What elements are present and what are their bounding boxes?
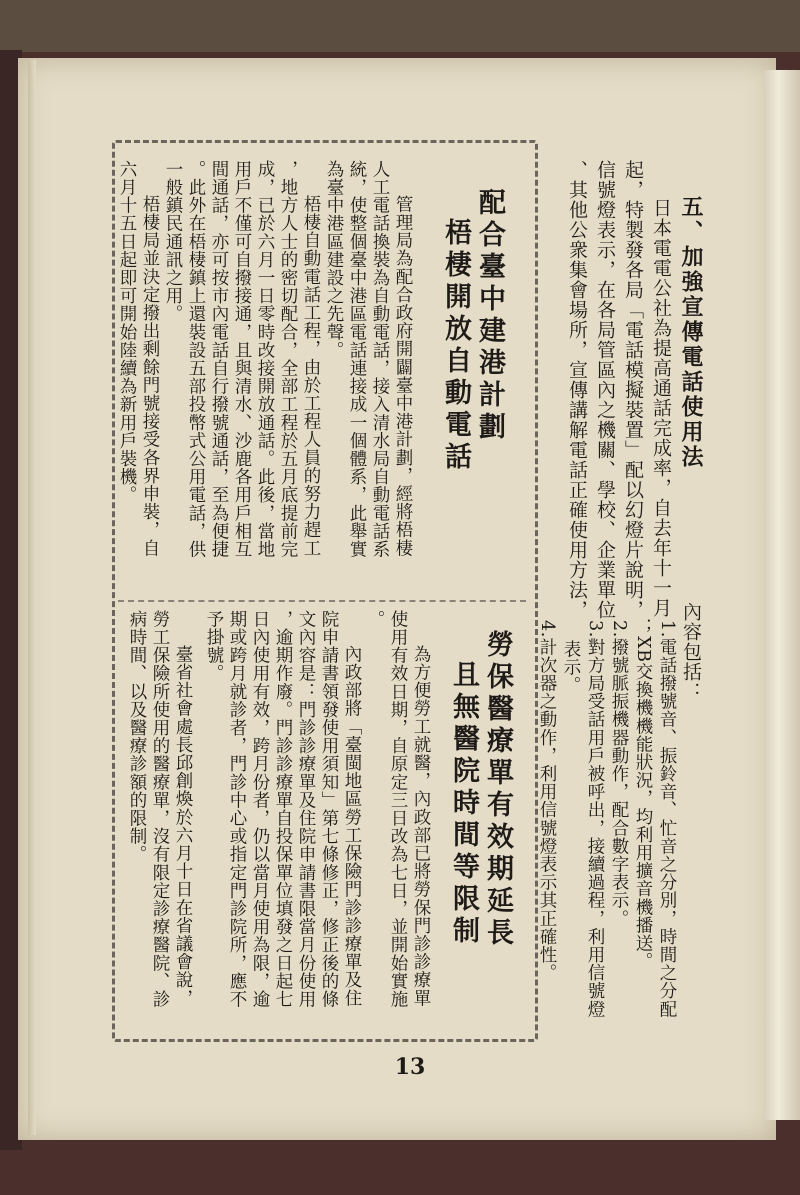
bottom-body-7: ，逾期作廢。門診診療單自投保單位填發之日起七: [273, 610, 293, 1009]
page-gutter: [28, 60, 36, 1135]
bottom-body-2: 使用有效日期，自原定三日改為七日，並開始實施: [388, 610, 408, 1009]
bottom-body-12: 勞工保險所使用的醫療單，沒有限定診療醫院、診: [150, 610, 170, 1009]
bottom-body-6: 文內容是：門診診療單及住院申請書限當月份使用: [296, 610, 316, 1009]
top-body-9: 間通話，亦可按市內電話自行撥號通話，至為便捷: [209, 160, 229, 559]
bottom-body-11: 臺省社會處長邱創煥於六月十日在省議會說，: [173, 645, 193, 1007]
bottom-body-10: 予掛號。: [204, 610, 224, 683]
top-body-4: 為臺中港區建設之先聲。: [324, 160, 344, 360]
bottom-article-title-2: 且無醫院時間等限制: [448, 660, 479, 948]
bottom-body-9: 期或跨月就診者，門診中心或指定門診院所，應不: [227, 610, 247, 1009]
bottom-body-1: 為方便勞工就醫，內政部已將勞保門診診療單: [411, 645, 431, 1007]
right-body-line-3: 信號燈表示，在各局管區內之機關、學校、企業單位: [594, 160, 616, 620]
top-body-11: 一般鎮民通訊之用。: [163, 160, 183, 323]
right-item-4: 4.計次器之動作，利用信號燈表示其正確性。: [537, 620, 557, 982]
right-item-3b: 表示。: [561, 640, 581, 695]
right-article-title: 五、加強宣傳電話使用法: [678, 195, 704, 470]
top-body-12: 梧棲局並決定撥出剩餘門號接受各界申裝，自: [140, 195, 160, 557]
right-item-2: 2.撥號脈振機器動作，配合數字表示。: [609, 620, 629, 928]
right-body-line-4: 、其他公衆集會場所，宣傳講解電話正確使用方法，: [566, 160, 588, 620]
right-item-3: 3.對方局受話用戶被呼出，接續過程，利用信號燈: [585, 620, 605, 1018]
right-item-1b: ；XB交換機機能狀況，均利用擴音機播送。: [633, 618, 653, 971]
right-item-1: 1.電話撥號音、振鈴音、忙音之分別，時間之分配: [657, 620, 677, 1018]
right-body-line-2: 起，特製發各局「電話模擬裝置」配以幻燈片說明，: [622, 160, 644, 620]
right-body-line-1: 日本電電公社為提高通話完成率，自去年十一月: [650, 198, 672, 618]
top-body-7: 成，已於六月一日零時改接開放通話。此後，當地: [255, 160, 275, 559]
bottom-body-13: 病時間、以及醫療診額的限制。: [127, 610, 147, 864]
top-body-1: 管理局為配合政府開闢臺中港計劃，經將梧棲: [393, 195, 413, 557]
top-body-13: 六月十五日起即可開始陸續為新用戶裝機。: [117, 160, 137, 504]
top-body-5: 梧棲自動電話工程，由於工程人員的努力趕工: [301, 195, 321, 557]
right-list-intro: 內容包括：: [680, 602, 702, 702]
box-divider: [118, 600, 526, 602]
top-article-title-2: 梧棲開放自動電話: [440, 218, 471, 474]
bottom-body-3: 。: [365, 610, 385, 629]
page-number: 13: [394, 1054, 426, 1080]
top-body-3: 統，使整個臺中港區電話連接成一個體系，此舉實: [347, 160, 367, 559]
page-edges-strip: [764, 70, 800, 1120]
bottom-body-8: 日內使用有效，跨月份者，仍以當月使用為限，逾: [250, 610, 270, 1009]
top-article-title-1: 配合臺中建港計劃: [474, 188, 505, 444]
top-body-2: 人工電話換裝為自動電話，接入清水局自動電話系: [370, 160, 390, 559]
top-body-10: 。此外在梧棲鎮上還裝設五部投幣式公用電話，供: [186, 160, 206, 559]
bottom-body-5: 院申請書領發使用須知」第七條修正，修正後的條: [319, 610, 339, 1009]
top-body-6: ，地方人士的密切配合，全部工程於五月底提前完: [278, 160, 298, 559]
top-body-8: 用戶不僅可自撥接通，且與清水、沙鹿各用戶相互: [232, 160, 252, 559]
bottom-body-4: 內政部將「臺閩地區勞工保險門診診療單及住: [342, 645, 362, 1007]
bottom-article-title-1: 勞保醫療單有效期延長: [482, 630, 513, 950]
